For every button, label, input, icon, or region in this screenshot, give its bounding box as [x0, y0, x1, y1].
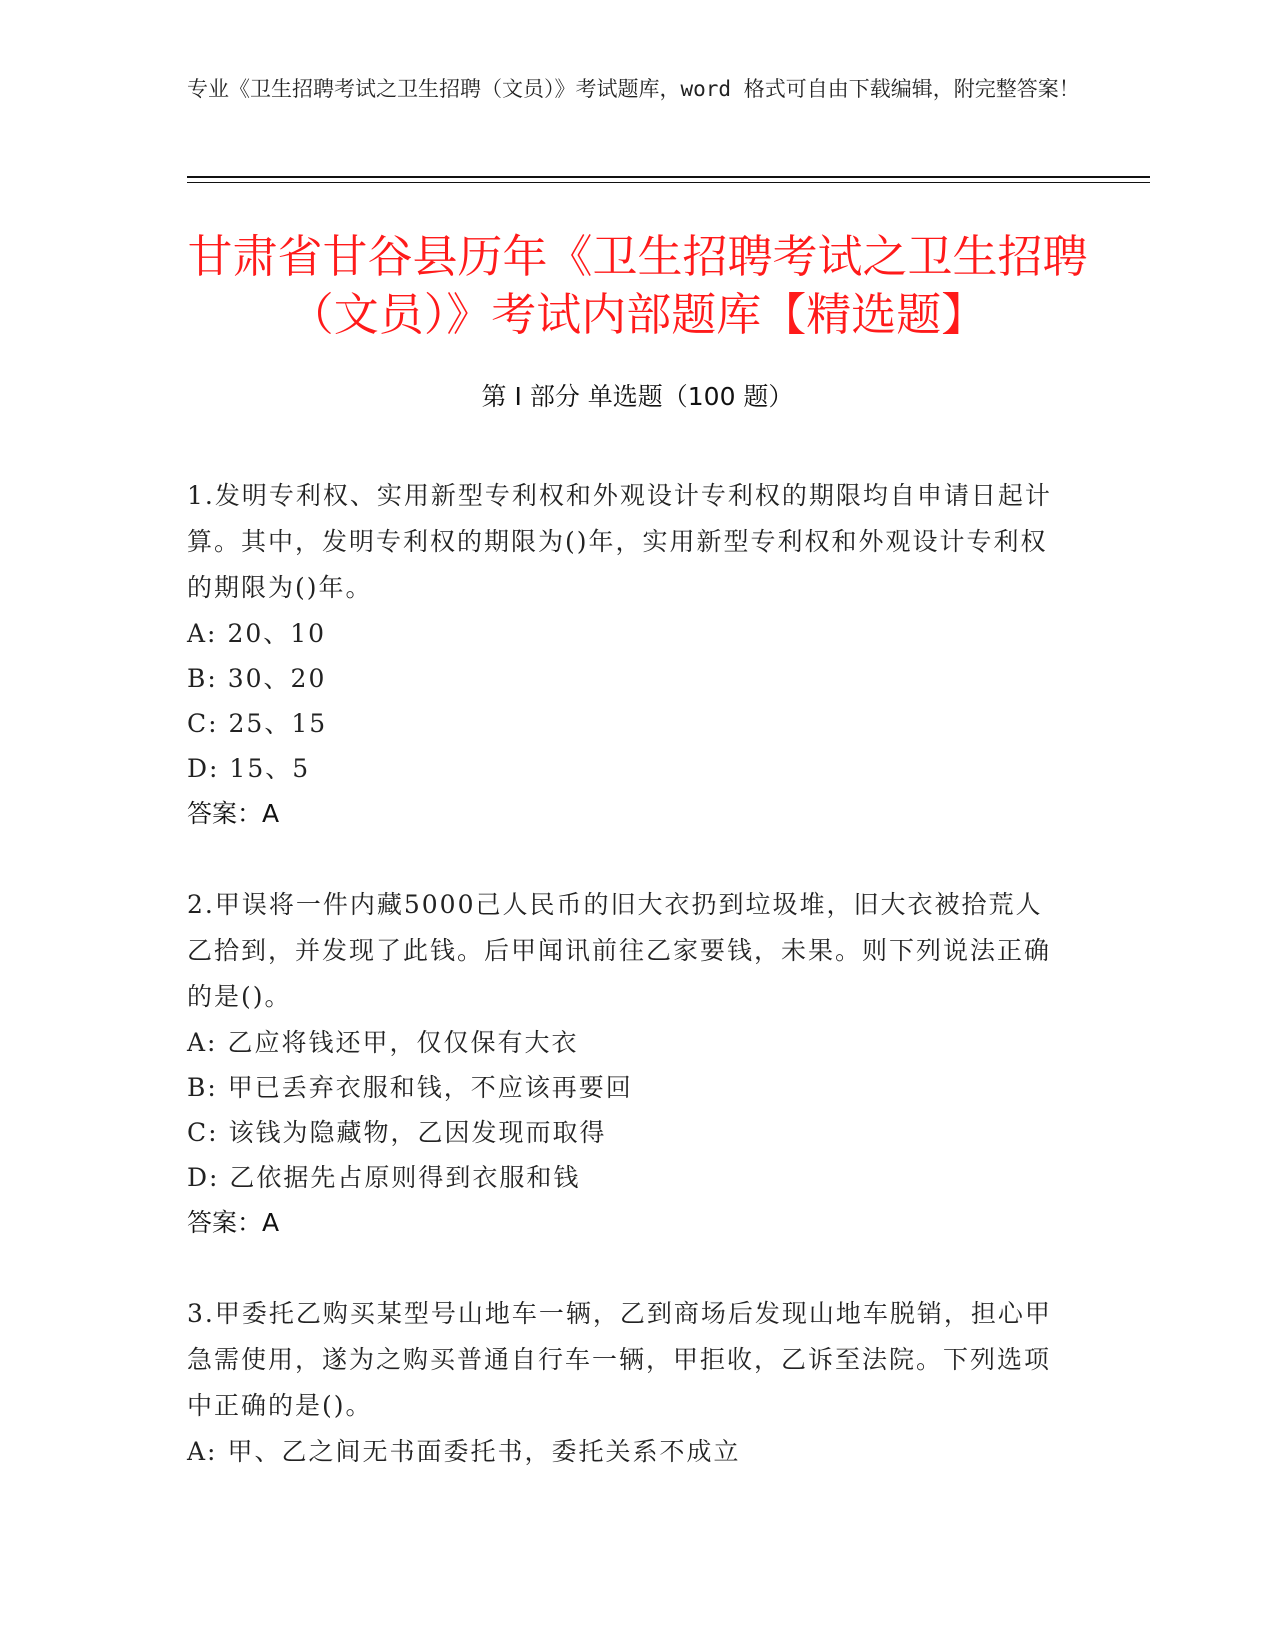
option-label: B: [187, 1073, 218, 1102]
answer-line: 答案：A [187, 799, 280, 828]
option-label: C: [187, 1118, 219, 1147]
option-text: 30、20 [227, 664, 327, 693]
option-text: 甲已丢弃衣服和钱，不应该再要回 [227, 1073, 633, 1102]
option-label: C: [187, 709, 219, 738]
option-text: 15、5 [229, 754, 311, 783]
answer-line: 答案：A [187, 1208, 280, 1237]
header-divider-thick [187, 176, 1150, 178]
option-text: 20、10 [227, 619, 327, 648]
option-c [187, 1110, 1067, 1155]
option-c [187, 701, 1067, 746]
option-a [187, 611, 1067, 656]
option-label: A: [187, 619, 218, 648]
question-2 [187, 882, 1067, 1245]
option-text: 乙依据先占原则得到衣服和钱 [229, 1163, 581, 1192]
option-label: D: [187, 1163, 220, 1192]
option-label: A: [187, 1437, 218, 1466]
question-list [187, 473, 1067, 1520]
question-stem: 2.甲误将一件内藏5000己人民币的旧大衣扔到垃圾堆，旧大衣被拾荒人乙拾到，并发现了此钱。后甲闻讯前往乙家要钱，未果。则下列说法正确的是()。 [187, 890, 1052, 1011]
option-text: 25、15 [228, 709, 328, 738]
option-a [187, 1020, 1067, 1065]
option-label: B: [187, 664, 218, 693]
option-d [187, 1155, 1067, 1200]
option-label: A: [187, 1028, 218, 1057]
option-b [187, 1065, 1067, 1110]
option-d [187, 746, 1067, 791]
question-stem: 1.发明专利权、实用新型专利权和外观设计专利权的期限均自申请日起计算。其中，发明专利权的期限为()年，实用新型专利权和外观设计专利权的期限为()年。 [187, 481, 1052, 602]
header-divider-thin [187, 182, 1150, 183]
document-title: 甘肃省甘谷县历年《卫生招聘考试之卫生招聘（文员）》考试内部题库【精选题】 [187, 230, 1088, 341]
option-text: 乙应将钱还甲，仅仅保有大衣 [227, 1028, 579, 1057]
option-a [187, 1429, 1067, 1474]
question-3 [187, 1291, 1067, 1474]
question-1 [187, 473, 1067, 836]
option-text: 该钱为隐藏物，乙因发现而取得 [228, 1118, 607, 1147]
section-heading: 第 I 部分 单选题（100 题） [481, 382, 794, 411]
option-text: 甲、乙之间无书面委托书，委托关系不成立 [227, 1437, 741, 1466]
option-label: D: [187, 754, 220, 783]
header-note: 专业《卫生招聘考试之卫生招聘（文员）》考试题库，word 格式可自由下载编辑，附完整答案！ [187, 77, 1080, 101]
option-b [187, 656, 1067, 701]
question-stem: 3.甲委托乙购买某型号山地车一辆，乙到商场后发现山地车脱销，担心甲急需使用，遂为之购买普通自行车一辆，甲拒收，乙诉至法院。下列选项中正确的是()。 [187, 1299, 1052, 1420]
